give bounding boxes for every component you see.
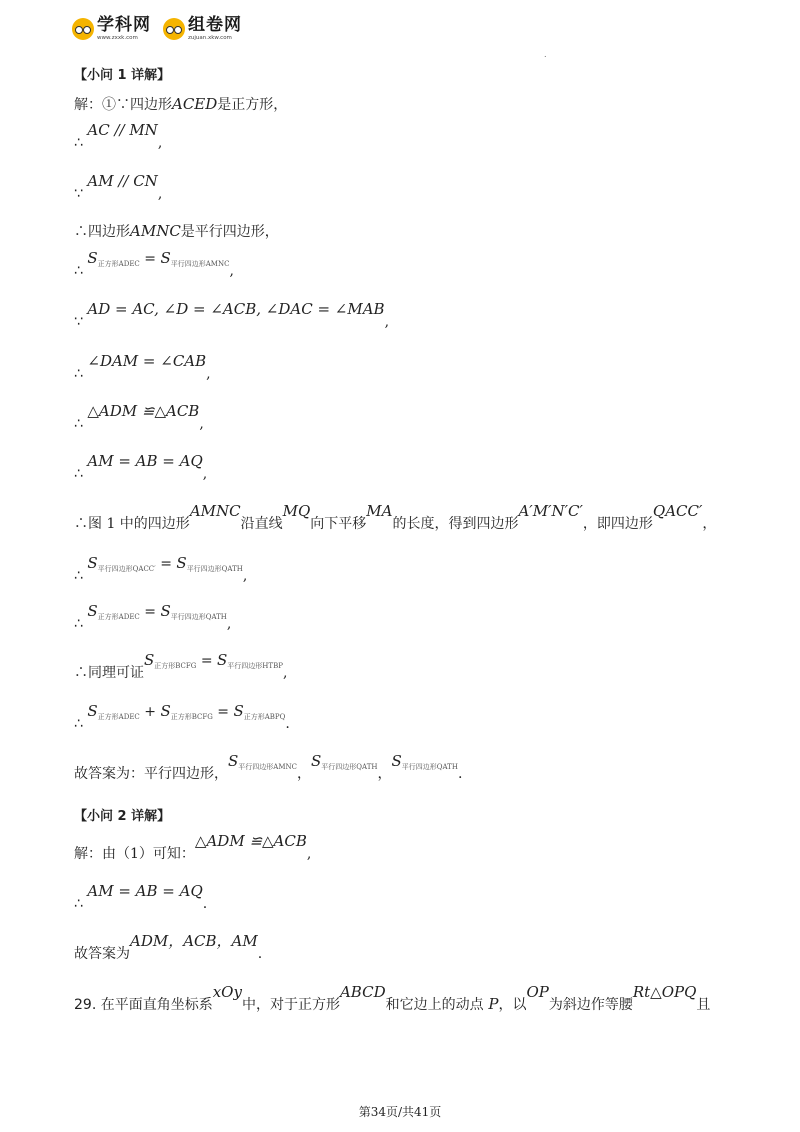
question-29: 29. 在平面直角坐标系xOy中，对于正方形ABCD和它边上的动点 P，以OP为斜边作等腰Rt△OPQ且 [74, 983, 711, 1013]
part1-line2: ∴ AC // MN, [74, 121, 163, 151]
part1-line13: ∴同理可证$S_{正方形BCFG} = S_{平行四边形HTBP}$, [74, 651, 288, 681]
part2-line2: ∴ AM = AB = AQ. [74, 882, 208, 912]
part1-line1: 解：①∵四边形ACED是正方形， [74, 95, 288, 113]
logo-zxxk [72, 14, 151, 42]
part1-answer: 故答案为：平行四边形，$S_{平行四边形AMNC}$，$S_{平行四边形QATH}$，$S_{平行四边形QATH}$. [74, 752, 463, 782]
part1-line14: ∴ $S_{正方形ADEC} + S_{正方形BCFG} = S_{正方形ABPQ}$. [74, 702, 290, 732]
stray-dot: . [544, 50, 547, 59]
logo-zxxk-url: www.zxxk.com [97, 34, 138, 41]
part1-line7: ∴ ∠DAM = ∠CAB, [74, 352, 211, 382]
logo-zujuan-icon [163, 18, 185, 40]
part1-line9: ∴ AM = AB = AQ, [74, 452, 208, 482]
part1-line11: ∴ $S_{平行四边形QACC'} = S_{平行四边形QATH}$, [74, 554, 248, 584]
page-footer: 第34页/共41页 [358, 1105, 442, 1119]
part2-heading: 【小问 2 详解】 [74, 809, 171, 824]
part1-line6: ∵ AD = AC, ∠D = ∠ACB, ∠DAC = ∠MAB, [74, 300, 390, 330]
logo-zxxk-icon [72, 18, 94, 40]
part1-line4: ∴四边形AMNC是平行四边形， [74, 222, 279, 240]
logo-zxxk-name: 学科网 [97, 14, 151, 35]
logo-zujuan-name: 组卷网 [188, 14, 242, 35]
part1-line5: ∴ $S_{正方形ADEC} = S_{平行四边形AMNC}$, [74, 249, 234, 279]
part2-line1: 解：由（1）可知：△ADM ≌△ACB, [74, 832, 312, 862]
part1-line12: ∴ $S_{正方形ADEC} = S_{平行四边形QATH}$, [74, 602, 232, 632]
part1-line8: ∴ △ADM ≌△ACB, [74, 402, 204, 432]
part1-line3: ∵ AM // CN, [74, 172, 163, 202]
header-logos [72, 12, 242, 46]
part1-line10: ∴图 1 中的四边形AMNC沿直线MQ向下平移MA的长度，得到四边形A′M′N′C′，即四边形QACC′， [74, 502, 717, 532]
part2-answer: 故答案为ADM，ACB，AM. [74, 932, 263, 962]
part1-heading: 【小问 1 详解】 [74, 68, 171, 83]
logo-zujuan [163, 14, 242, 42]
logo-zujuan-url: zujuan.xkw.com [188, 34, 232, 41]
